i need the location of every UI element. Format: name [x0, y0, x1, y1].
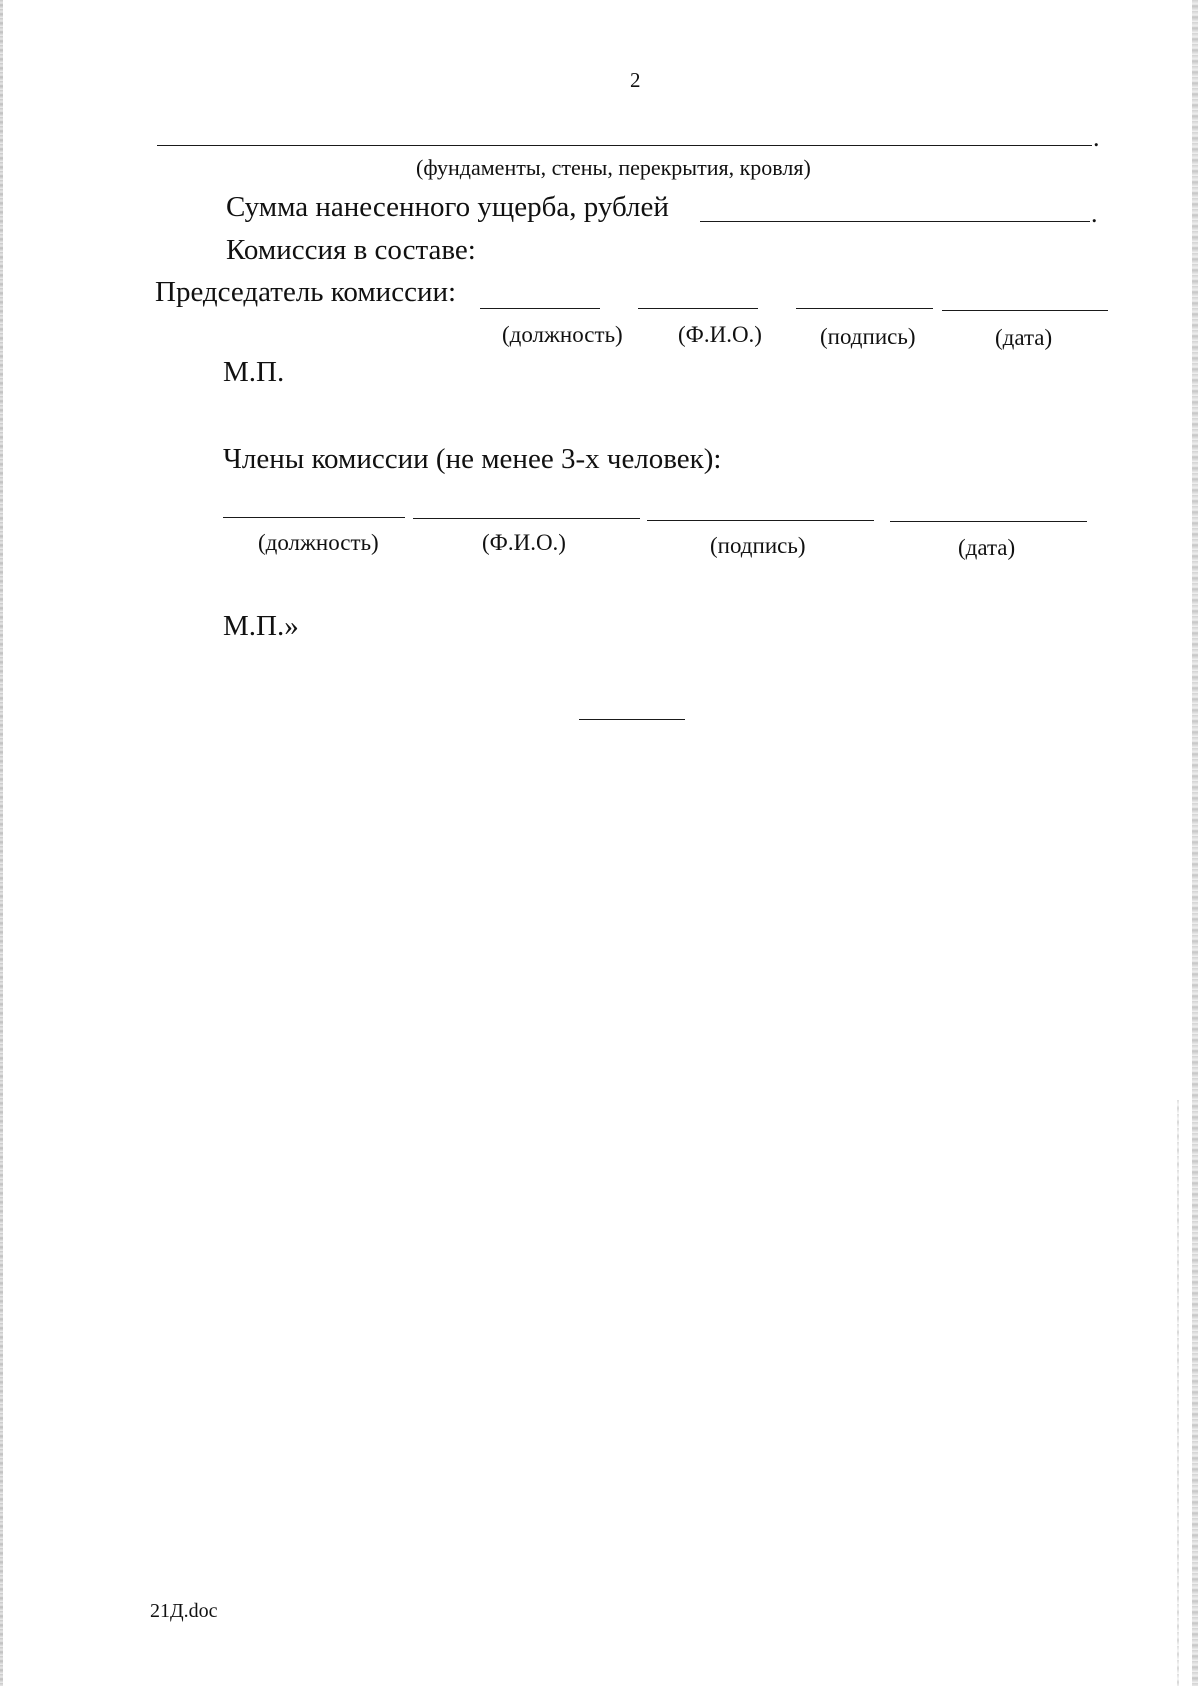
member-name-caption: (Ф.И.О.)	[482, 530, 566, 555]
scan-edge-right-inner	[1177, 1100, 1179, 1686]
footer-filename: 21Д.doc	[150, 1600, 218, 1622]
scan-edge-right	[1192, 0, 1198, 1686]
chairman-position-line	[480, 308, 600, 309]
chairman-name-caption: (Ф.И.О.)	[678, 322, 762, 347]
member-position-line	[223, 517, 405, 518]
damage-sum-label: Сумма нанесенного ущерба, рублей	[226, 191, 669, 223]
chairman-name-line	[638, 308, 758, 309]
chairman-signature-line	[796, 308, 933, 309]
chairman-label: Председатель комиссии:	[155, 276, 457, 308]
member-position-caption: (должность)	[258, 530, 379, 555]
members-label: Члены комиссии (не менее 3-х человек):	[223, 443, 722, 475]
damage-sum-end-mark: .	[1091, 199, 1098, 228]
member-date-line	[890, 521, 1087, 522]
chairman-date-line	[942, 310, 1108, 311]
members-stamp-place: М.П.»	[223, 610, 299, 642]
page-number: 2	[630, 68, 641, 92]
structure-end-mark: .	[1093, 123, 1100, 152]
member-signature-line	[647, 520, 874, 521]
chairman-signature-caption: (подпись)	[820, 324, 916, 349]
member-name-line	[413, 518, 640, 519]
chairman-date-caption: (дата)	[995, 325, 1053, 350]
commission-label: Комиссия в составе:	[226, 234, 476, 266]
document-end-line	[579, 719, 685, 720]
structure-caption: (фундаменты, стены, перекрытия, кровля)	[416, 155, 811, 180]
damage-sum-fill-line	[700, 221, 1090, 222]
member-signature-caption: (подпись)	[710, 533, 806, 558]
chairman-position-caption: (должность)	[502, 322, 623, 347]
chairman-stamp-place: М.П.	[223, 356, 285, 388]
scan-edge-left	[0, 0, 3, 1686]
member-date-caption: (дата)	[958, 535, 1016, 560]
structure-fill-line	[157, 145, 1092, 146]
